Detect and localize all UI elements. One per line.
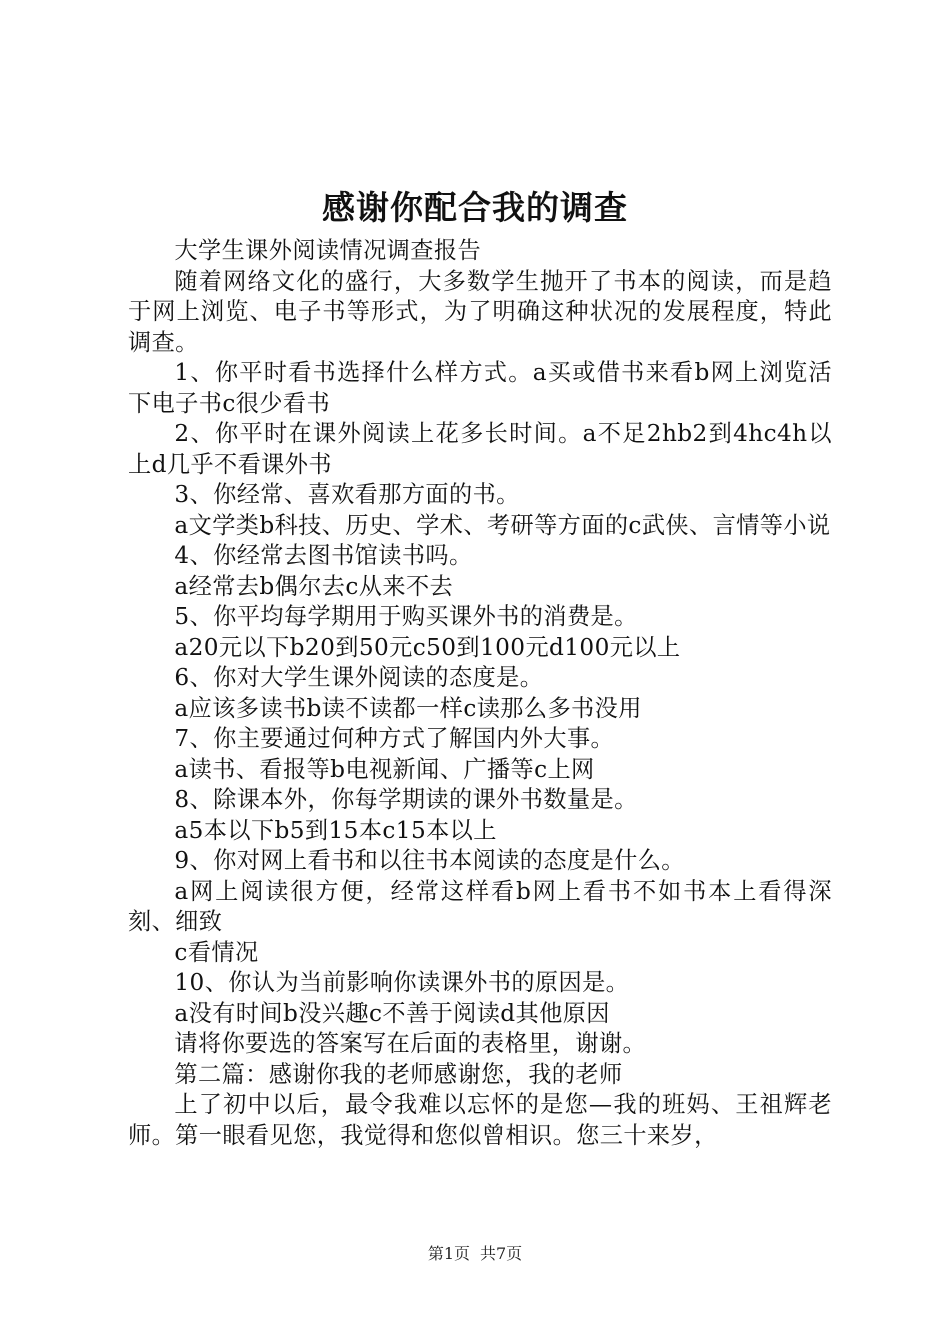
paragraph: 10、你认为当前影响你读课外书的原因是。 [174,969,630,996]
paragraph: 3、你经常、喜欢看那方面的书。 [174,481,520,508]
paragraph: a应该多读书b读不读都一样c读那么多书没用 [174,694,642,722]
page-footer [0,1243,950,1265]
paragraph: 1、你平时看书选择什么样方式。a买或借书来看b网上浏览活下电子书c很少看书 [128,359,832,417]
paragraph: 7、你主要通过何种方式了解国内外大事。 [174,725,615,752]
paragraph: a20元以下b20到50元c50到100元d100元以上 [174,633,681,661]
document-body [128,236,832,1151]
paragraph: 上了初中以后，最令我难以忘怀的是您—我的班妈、王祖辉老师。第一眼看见您，我觉得和您似曾相识。您三十来岁， [128,1091,832,1149]
paragraph: c看情况 [174,938,259,966]
paragraph: 5、你平均每学期用于购买课外书的消费是。 [174,603,638,630]
paragraph: 大学生课外阅读情况调查报告 [174,237,482,264]
paragraph: a没有时间b没兴趣c不善于阅读d其他原因 [174,999,610,1027]
paragraph: 9、你对网上看书和以往书本阅读的态度是什么。 [174,847,685,874]
paragraph: 8、除课本外，你每学期读的课外书数量是。 [174,786,638,813]
paragraph: 随着网络文化的盛行，大多数学生抛开了书本的阅读，而是趋于网上浏览、电子书等形式，为了明确这种状况的发展程度，特此调查。 [128,267,832,356]
paragraph: 请将你要选的答案写在后面的表格里，谢谢。 [174,1030,647,1057]
paragraph: 2、你平时在课外阅读上花多长时间。a不足2hb2到4hc4h以上d几乎不看课外书 [128,420,832,478]
paragraph: 6、你对大学生课外阅读的态度是。 [174,664,544,691]
paragraph: a经常去b偶尔去c从来不去 [174,572,454,600]
page-total: 共7页 [480,1244,523,1263]
page-number: 第1页 [427,1244,470,1263]
paragraph: 第二篇：感谢你我的老师感谢您，我的老师 [174,1060,623,1088]
paragraph: a5本以下b5到15本c15本以上 [174,816,497,844]
paragraph: a读书、看报等b电视新闻、广播等c上网 [174,755,595,783]
document-title: 感谢你配合我的调查 [322,188,628,227]
paragraph: a文学类b科技、历史、学术、考研等方面的c武侠、言情等小说 [174,511,831,539]
paragraph: a网上阅读很方便，经常这样看b网上看书不如书本上看得深刻、细致 [128,877,832,935]
paragraph: 4、你经常去图书馆读书吗。 [174,542,473,569]
